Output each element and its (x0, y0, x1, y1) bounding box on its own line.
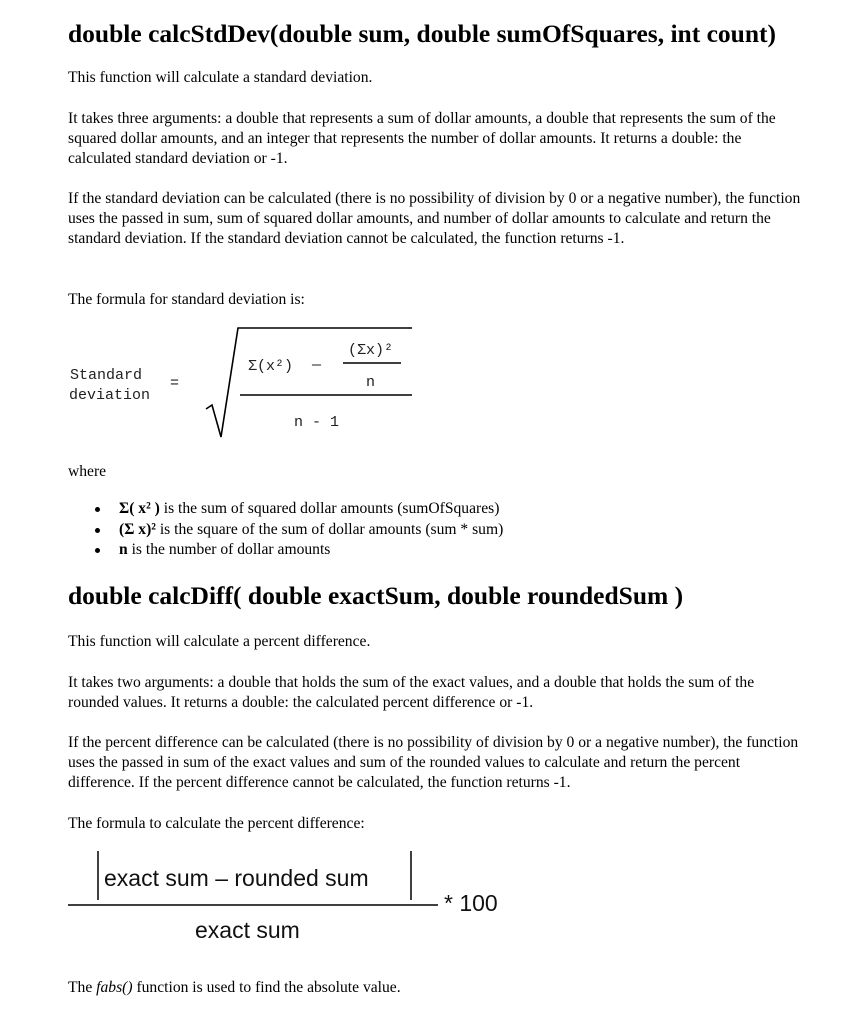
fabs-function-name: fabs() (96, 979, 133, 996)
stddev-formula-intro: The formula for standard deviation is: (68, 291, 305, 308)
percent-diff-formula (60, 840, 540, 955)
term-square-of-sum: (Σ x)² (119, 520, 156, 538)
list-item (68, 499, 503, 520)
formula-equals: = (170, 375, 180, 392)
where-label: where (68, 463, 107, 480)
formula-inner-n: n (366, 374, 376, 391)
term-description: is the number of dollar amounts (127, 541, 331, 558)
formula-denominator: exact sum (195, 917, 300, 943)
diff-arguments: It takes two arguments: a double that holds the sum of the exact values, and a double that holds the sum of the rounded values. It returns a double: the calculated percent difference or -1. (68, 674, 755, 711)
stddev-formula (60, 325, 420, 445)
diff-behavior: If the percent difference can be calculated (there is no possibility of division by 0 or a negative number), the function uses the passed in sum of the exact values and sum of the rounded values to calculate and return the percent difference. If the percent difference cannot be calculated, the function returns -1. (68, 734, 799, 791)
formula-terms-list (68, 499, 503, 561)
term-sum-squares: Σ( x² ) (119, 500, 160, 517)
formula-numerator: exact sum – rounded sum (104, 865, 369, 891)
calcstddev-heading: double calcStdDev(double sum, double sumOfSquares, int count) (68, 19, 776, 48)
diff-intro: This function will calculate a percent difference. (68, 633, 371, 650)
term-description: is the sum of squared dollar amounts (sumOfSquares) (159, 500, 500, 517)
formula-sum-x-squared-total: (Σx)² (348, 342, 394, 359)
list-item (68, 540, 503, 561)
fabs-note-post: function is used to find the absolute value. (132, 979, 401, 996)
fabs-note-pre: The (68, 979, 97, 996)
formula-minus: — (312, 357, 322, 374)
stddev-intro: This function will calculate a standard deviation. (68, 69, 373, 86)
term-description: is the square of the sum of dollar amounts (sum * sum) (155, 520, 504, 538)
formula-label-deviation: deviation (69, 387, 151, 404)
term-count: n (119, 541, 128, 558)
formula-times-100: * 100 (444, 890, 498, 916)
formula-n-minus-1: n - 1 (294, 414, 340, 431)
list-item (68, 520, 503, 541)
calcdiff-heading: double calcDiff( double exactSum, double roundedSum ) (68, 581, 684, 610)
formula-sum-x-squared: Σ(x²) (248, 358, 294, 375)
diff-formula-intro: The formula to calculate the percent difference: (68, 815, 365, 832)
fabs-note (68, 978, 808, 998)
stddev-arguments: It takes three arguments: a double that represents a sum of dollar amounts, a double that represents the sum of the squared dollar amounts, and an integer that represents the number of dollar amounts. It returns a double: the calculated standard deviation or -1. (68, 110, 776, 167)
stddev-behavior: If the standard deviation can be calculated (there is no possibility of division by 0 or a negative number), the function uses the passed in sum, sum of squared dollar amounts, and number of dollar amounts to calculate and return the standard deviation. If the standard deviation cannot be calculated, the function returns -1. (68, 190, 801, 247)
formula-label-standard: Standard (70, 367, 143, 384)
